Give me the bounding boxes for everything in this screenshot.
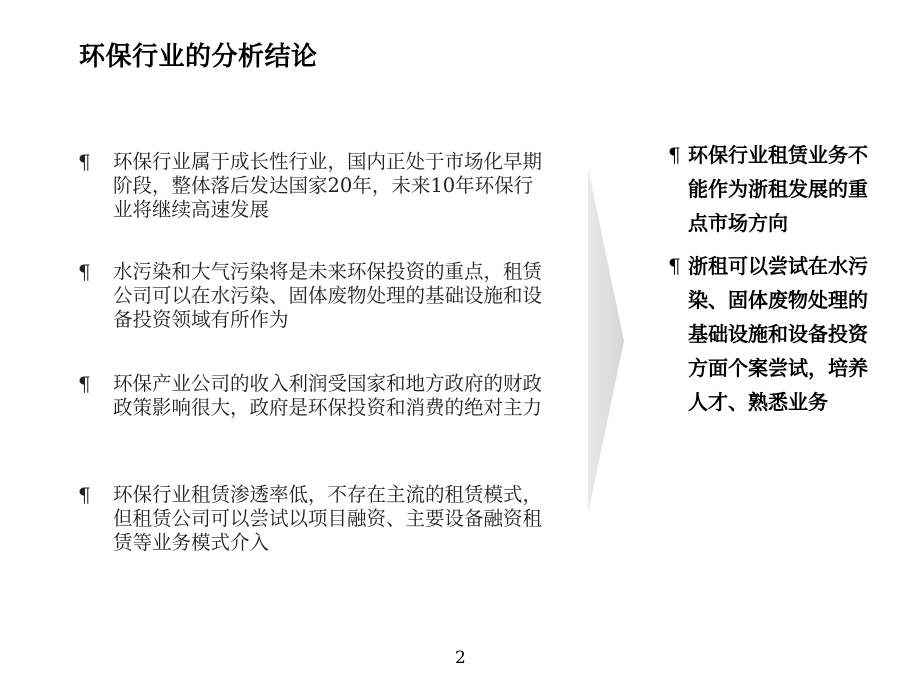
point-text: 水污染和大气污染将是未来环保投资的重点，租赁公司可以在水污染、固体废物处理的基础设施和设备投资领域有所作为 — [113, 260, 543, 331]
bullet-icon: ¶ — [78, 260, 91, 284]
chevron-arrow-icon — [588, 168, 624, 514]
point-text: 环保行业属于成长性行业，国内正处于市场化早期阶段，整体落后发达国家20年，未来10年环保行业将继续高速发展 — [113, 150, 543, 221]
conclusion-text: 环保行业租赁业务不能作为浙租发展的重点市场方向 — [688, 143, 868, 235]
bullet-icon: ¶ — [668, 254, 681, 278]
page-number: 2 — [455, 648, 466, 668]
bullet-icon: ¶ — [78, 483, 91, 507]
bullet-icon: ¶ — [78, 372, 91, 396]
point-text: 环保产业公司的收入利润受国家和地方政府的财政政策影响很大，政府是环保投资和消费的绝对主力 — [113, 372, 543, 419]
point-text: 环保行业租赁渗透率低，不存在主流的租赁模式，但租赁公司可以尝试以项目融资、主要设备融资租赁等业务模式介入 — [113, 483, 543, 554]
slide-title: 环保行业的分析结论 — [79, 42, 318, 72]
bullet-icon: ¶ — [668, 143, 681, 167]
conclusion-text: 浙租可以尝试在水污染、固体废物处理的基础设施和设备投资方面个案尝试，培养人才、熟悉业务 — [688, 254, 868, 414]
bullet-icon: ¶ — [78, 150, 91, 174]
